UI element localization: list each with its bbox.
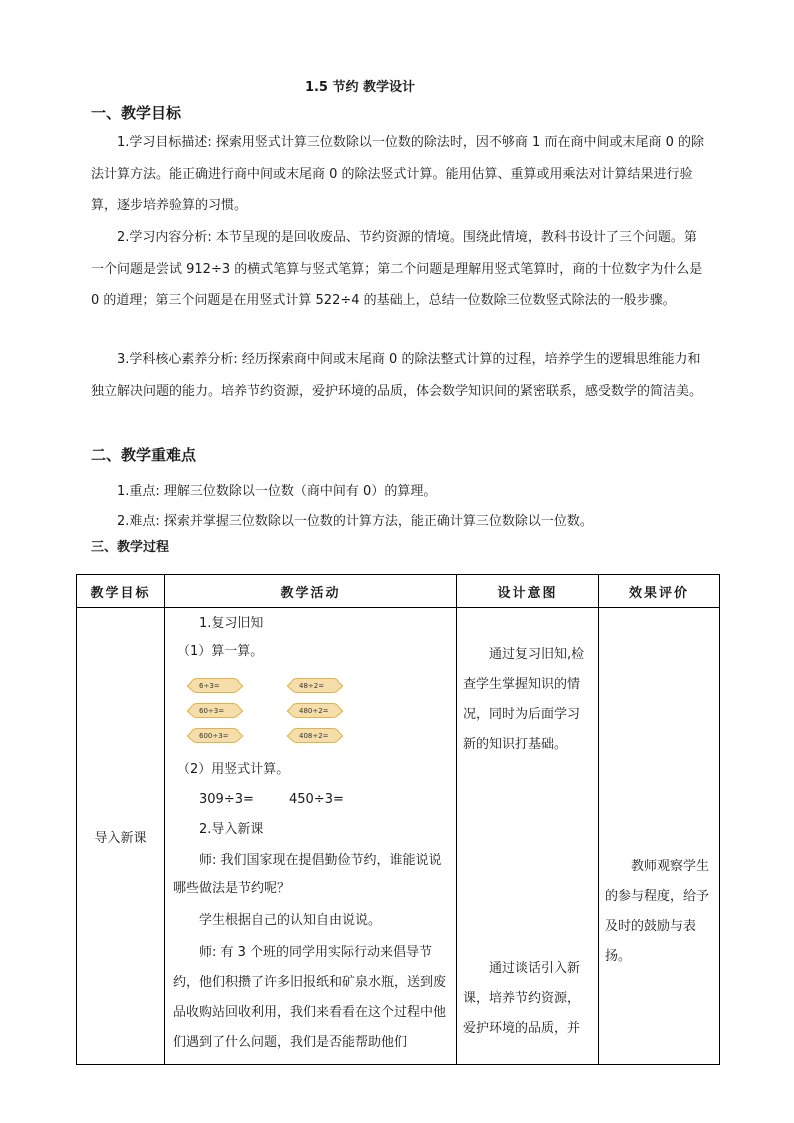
goal-paragraph-3: 3.学科核心素养分析: 经历探索商中间或末尾商 0 的除法整式计算的过程，培养学生的逻辑思维能力和独立解决问题的能力。培养节约资源，爱护环境的品质，体会数学知识间的紧密联系，感受数学的简洁美。 <box>91 352 703 399</box>
table-row <box>77 608 720 1065</box>
teaching-process-table <box>76 574 720 1065</box>
activity-cell <box>165 608 457 1065</box>
page-title: 1.5 节约 教学设计 <box>304 80 416 95</box>
activity-calc-label: （1）算一算。 <box>177 644 264 659</box>
arithmetic-card: 6÷3= <box>190 678 240 693</box>
table-header-row <box>77 575 720 608</box>
goal-paragraph-2: 2.学习内容分析: 本节呈现的是回收废品、节约资源的情境。围绕此情境，教科书设计了三个问题。第一个问题是尝试 912÷3 的横式笔算与竖式笔算；第二个问题是理解用竖式笔算时，商的十位数字为什么是 0 的道理；第三个问题是在用竖式计算 522÷4 的基础上，总结一位数除三位数竖式除法的一般步骤。 <box>91 230 703 308</box>
section-heading-goals: 一、教学目标 <box>91 104 182 122</box>
activity-intro-heading: 2.导入新课 <box>199 822 264 837</box>
vertical-problem-2: 450÷3= <box>289 792 344 807</box>
intent-text-1: 通过复习旧知,检查学生掌握知识的情况，同时为后面学习新的知识打基础。 <box>463 647 585 752</box>
goal-paragraph-1: 1.学习目标描述: 探索用竖式计算三位数除以一位数的除法时，因不够商 1 而在商中间或末尾商 0 的除法计算方法。能正确进行商中间或末尾商 0 的除法竖式计算。能用估算、重算或用乘法对计算结果进行验算，逐步培养验算的习惯。 <box>91 135 704 213</box>
arithmetic-card: 408÷2= <box>290 728 340 743</box>
activity-student-line: 学生根据自己的认知自由说说。 <box>199 913 382 928</box>
activity-teacher-line-1: 师: 我们国家现在提倡勤俭节约，谁能说说哪些做法是节约呢？ <box>173 853 442 896</box>
arithmetic-card: 60÷3= <box>190 703 240 718</box>
intent-cell <box>457 608 599 1065</box>
header-goal: 教学目标 <box>77 575 165 608</box>
evaluation-text: 教师观察学生的参与程度，给予及时的鼓励与表扬。 <box>605 859 710 964</box>
header-activity: 教学活动 <box>165 575 457 608</box>
section-heading-process: 三、教学过程 <box>91 540 170 555</box>
intent-text-2: 通过谈话引入新课，培养节约资源，爱护环境的品质，并 <box>463 961 581 1036</box>
header-evaluation: 效果评价 <box>599 575 720 608</box>
keypoint-line-2: 2.难点: 探索并掌握三位数除以一位数的计算方法，能正确计算三位数除以一位数。 <box>117 514 593 529</box>
vertical-problem-1: 309÷3= <box>199 792 254 807</box>
arithmetic-card: 48÷2= <box>290 678 340 693</box>
evaluation-cell <box>599 608 720 1065</box>
arithmetic-card: 480÷2= <box>290 703 340 718</box>
activity-vertical-label: （2）用竖式计算。 <box>177 762 290 777</box>
header-intent: 设计意图 <box>457 575 599 608</box>
activity-review-heading: 1.复习旧知 <box>199 616 264 631</box>
keypoint-line-1: 1.重点: 理解三位数除以一位数（商中间有 0）的算理。 <box>117 484 437 499</box>
section-heading-keypoints: 二、教学重难点 <box>91 446 197 464</box>
goal-cell: 导入新课 <box>77 608 165 1065</box>
activity-teacher-line-2: 师: 有 3 个班的同学用实际行动来倡导节约，他们积攒了许多旧报纸和矿泉水瓶，送到废品收购站回收利用，我们来看看在这个过程中他们遇到了什么问题，我们是否能帮助他们 <box>173 945 447 1050</box>
arithmetic-card: 600÷3= <box>190 728 240 743</box>
